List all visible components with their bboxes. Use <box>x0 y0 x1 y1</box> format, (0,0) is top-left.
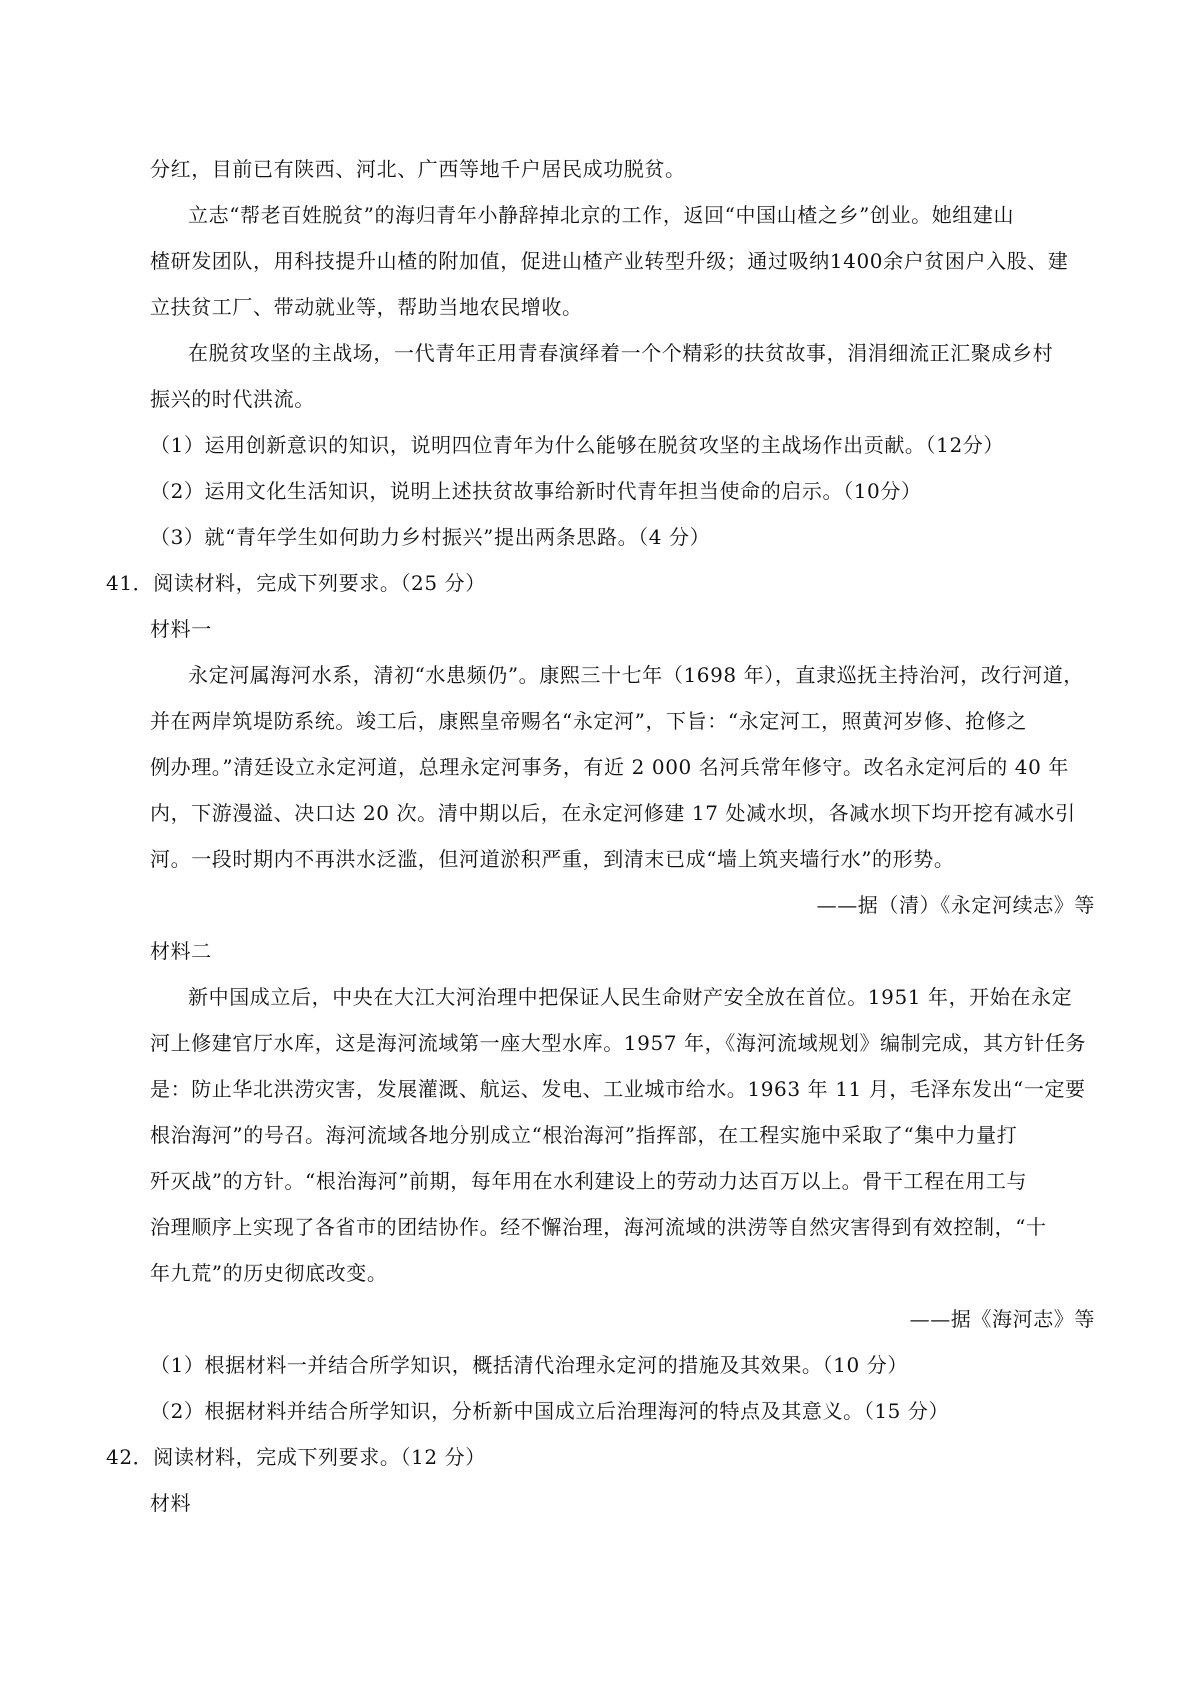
material-line: 年九荒”的历史彻底改变。 <box>150 1261 388 1285</box>
paragraph-line: 振兴的时代洪流。 <box>150 387 315 411</box>
material-source: ——据《海河志》等 <box>909 1307 1095 1331</box>
material-label: 材料一 <box>150 617 212 641</box>
material-line: 新中国成立后，中央在大江大河治理中把保证人民生命财产安全放在首位。1951 年，开始在永定 <box>188 985 1073 1009</box>
material-line: 河上修建官厅水库，这是海河流域第一座大型水库。1957 年，《海河流域规划》编制完成，其方针任务 <box>150 1031 1087 1055</box>
material-label: 材料二 <box>150 939 212 963</box>
question-item: （2）根据材料并结合所学知识，分析新中国成立后治理海河的特点及其意义。（15 分） <box>150 1399 950 1423</box>
material-line: 根治海河”的号召。海河流域各地分别成立“根治海河”指挥部，在工程实施中采取了“集中力量打 <box>150 1123 1018 1147</box>
material-line: 永定河属海河水系，清初“水患频仍”。康熙三十七年（1698 年），直隶巡抚主持治河，改行河道， <box>188 663 1084 687</box>
material-line: 河。一段时期内不再洪水泛滥，但河道淤积严重，到清末已成“墙上筑夹墙行水”的形势。 <box>150 847 955 871</box>
material-line: 例办理。”清廷设立永定河道，总理永定河事务，有近 2 000 名河兵常年修守。改名永定河后的 40 年 <box>150 755 1069 779</box>
paragraph-line: 楂研发团队，用科技提升山楂的附加值，促进山楂产业转型升级；通过吸纳1400余户贫困户入股、建 <box>150 249 1069 273</box>
material-source: ——据（清）《永定河续志》等 <box>816 893 1095 917</box>
material-line: 并在两岸筑堤防系统。竣工后，康熙皇帝赐名“永定河”，下旨：“永定河工，照黄河岁修、抢修之 <box>150 709 1028 733</box>
question-header: 42．阅读材料，完成下列要求。（12 分） <box>106 1445 486 1469</box>
paragraph-line: 分红，目前已有陕西、河北、广西等地千户居民成功脱贫。 <box>150 157 686 181</box>
paragraph-line: 在脱贫攻坚的主战场，一代青年正用青春演绎着一个个精彩的扶贫故事，涓涓细流正汇聚成乡村 <box>188 341 1054 365</box>
material-line: 歼灭战”的方针。“根治海河”前期，每年用在水利建设上的劳动力达百万以上。骨干工程在用工与 <box>150 1169 1028 1193</box>
question-item: （3）就“青年学生如何助力乡村振兴”提出两条思路。（4 分） <box>150 525 711 549</box>
question-item: （1）运用创新意识的知识，说明四位青年为什么能够在脱贫攻坚的主战场作出贡献。（12分） <box>150 433 1004 457</box>
material-label: 材料 <box>150 1491 192 1515</box>
material-line: 治理顺序上实现了各省市的团结协作。经不懈治理，海河流域的洪涝等自然灾害得到有效控制，“十 <box>150 1215 1047 1239</box>
question-header: 41．阅读材料，完成下列要求。（25 分） <box>106 571 486 595</box>
material-line: 内，下游漫溢、决口达 20 次。清中期以后，在永定河修建 17 处减水坝，各减水坝下均开挖有减水引 <box>150 801 1076 825</box>
paragraph-line: 立扶贫工厂、带动就业等，帮助当地农民增收。 <box>150 295 583 319</box>
material-line: 是：防止华北洪涝灾害，发展灌溉、航运、发电、工业城市给水。1963 年 11 月，毛泽东发出“一定要 <box>150 1077 1086 1101</box>
question-item: （2）运用文化生活知识，说明上述扶贫故事给新时代青年担当使命的启示。（10分） <box>150 479 922 503</box>
paragraph-line: 立志“帮老百姓脱贫”的海归青年小静辞掉北京的工作，返回“中国山楂之乡”创业。她组建山 <box>188 203 1015 227</box>
question-item: （1）根据材料一并结合所学知识，概括清代治理永定河的措施及其效果。（10 分） <box>150 1353 908 1377</box>
